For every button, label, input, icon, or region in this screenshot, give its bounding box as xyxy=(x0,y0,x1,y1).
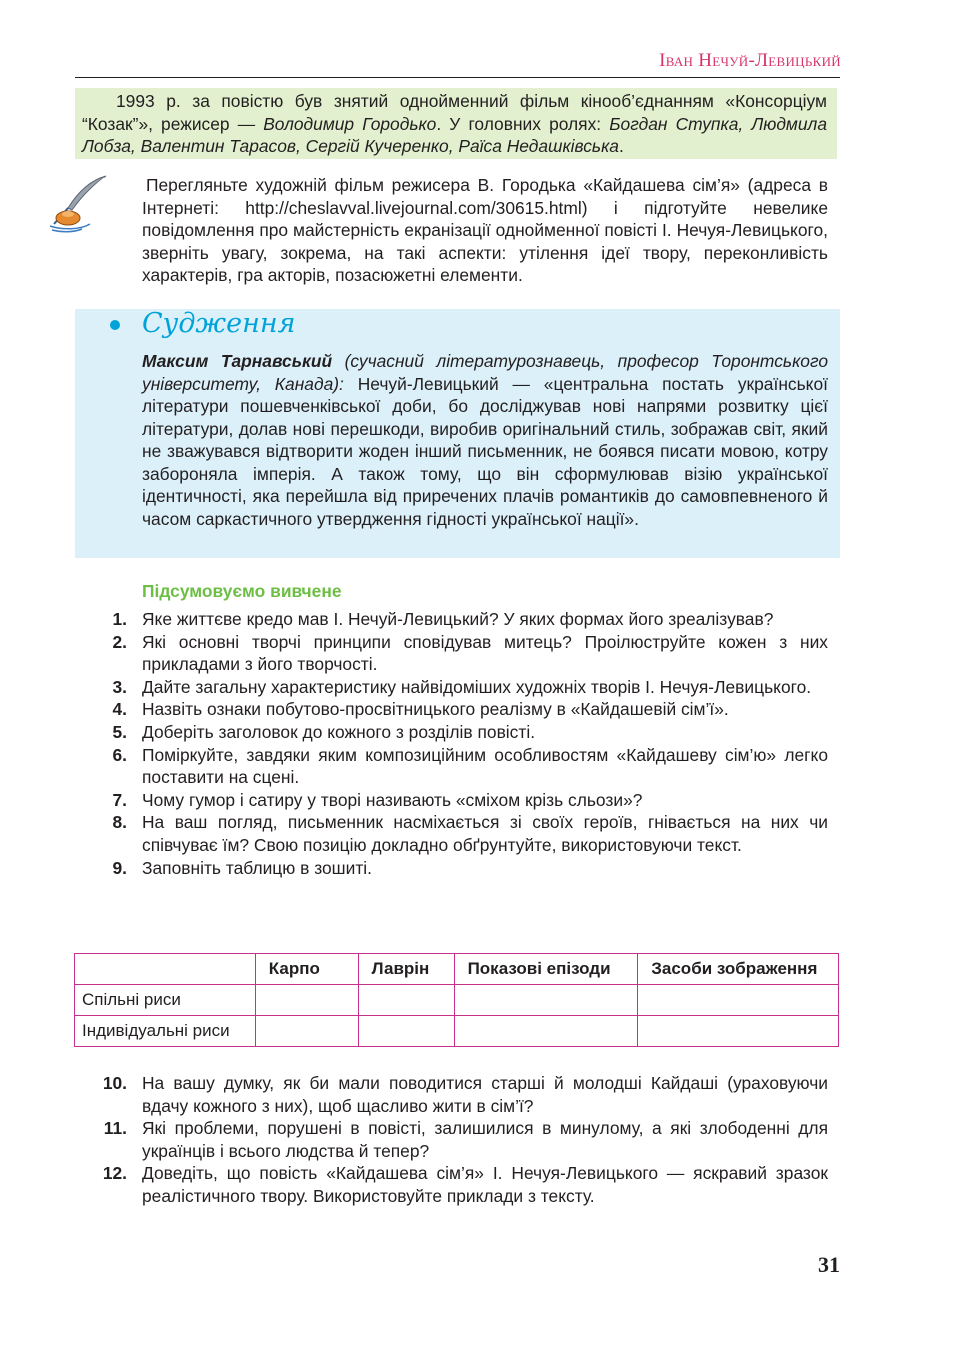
film-cast: Богдан Ступка, Людмила Лобза, Валентин Тарасов, Сергій Кучеренко, Раїса Недашківська xyxy=(82,113,827,156)
film-note-paragraph xyxy=(82,90,827,158)
table-header-cell: Лаврін xyxy=(358,954,454,985)
question-text: На вашу думку, як би мали поводитися старші й молодші Кайдаші (ураховуючи вдачу кожного з них), щоб щасливо жити в сім’ї? xyxy=(142,1073,828,1116)
table-cell xyxy=(454,1016,638,1047)
question-text: Доведіть, що повість «Кайдашева сім’я» І. Нечуя-Левицького — яскравий зразок реалістичного твору. Використовуйте приклади з тексту. xyxy=(142,1163,828,1206)
question-number: 1. xyxy=(112,609,127,629)
task-paragraph: Перегляньте художній фільм режисера В. Городька «Кайдашева сім’я» (адреса в Інтернеті: http://cheslavval.livejournal.com/30615.html) і підготуйте невелике повідомлення про майстерність екранізації однойменної повісті І. Нечуя-Левицького, зверніть увагу, зокрема, на такі аспекти: утілення ідеї твору, переконливість характерів, гра акторів, позасюжетні елементи. xyxy=(142,175,828,285)
page-number: 31 xyxy=(818,1252,840,1277)
question-item xyxy=(90,1162,828,1207)
question-item xyxy=(90,811,828,856)
opinion-quote: Нечуй-Левицький — «центральна постать української літератури пошевченківської доби, бо досліджував нові напрями розвитку цієї літератури, долав нові перешкоди, виробив оригінальний стиль, зображав світ, який не зважувався відтворити жоден інший письменник, не боявся писати мовою, котру забороняла імперія. А також тому, що він сформулював візію української ідентичності, яка перейшла від приречених плачів романтиків до самовпевненого й часом саркастичного утвердження гідності української нації». xyxy=(142,373,828,529)
question-text: Доберіть заголовок до кожного з розділів повісті. xyxy=(142,721,536,742)
film-note-text-1: 1993 р. за повістю був знятий однойменний фільм кінооб’єднанням «Консорціум “Козак”», режисер — xyxy=(82,91,827,134)
task-text xyxy=(142,174,828,287)
question-number: 8. xyxy=(112,812,127,833)
question-item xyxy=(90,1072,828,1117)
running-header: Іван Нечуй-Левицький xyxy=(659,50,841,71)
table-header-cell: Карпо xyxy=(255,954,358,985)
question-number: 10. xyxy=(102,1073,127,1093)
quill-inkwell-icon xyxy=(46,172,112,234)
question-text: Яке життєве кредо мав І. Нечуй-Левицький? У яких формах його зреалізував? xyxy=(142,609,774,629)
table-cell xyxy=(358,985,454,1016)
question-number: 11. xyxy=(103,1118,127,1139)
table-row-label: Індивідуальні риси xyxy=(75,1016,256,1047)
film-director: Володимир Городько xyxy=(263,113,437,134)
question-item xyxy=(90,698,828,721)
table-cell xyxy=(255,985,358,1016)
table-cell xyxy=(358,1016,454,1047)
question-text: Чому гумор і сатиру у творі називають «сміхом крізь сльози»? xyxy=(142,789,643,810)
question-number: 12. xyxy=(102,1163,127,1184)
question-item xyxy=(90,857,828,880)
summary-heading: Підсумовуємо вивчене xyxy=(142,581,342,601)
table-row xyxy=(75,1016,839,1047)
table-cell xyxy=(638,985,839,1016)
table-header-cell xyxy=(75,954,256,985)
film-note-text-2: . У головних ролях: xyxy=(436,113,610,134)
question-item xyxy=(90,608,828,631)
question-list xyxy=(90,608,828,879)
question-item xyxy=(90,721,828,744)
table-header-cell: Засоби зображення xyxy=(638,954,839,985)
question-number: 5. xyxy=(112,721,127,742)
question-text: Поміркуйте, завдяки яким композиційним особливостям «Кайдашеву сім’ю» легко поставити на сцені. xyxy=(142,744,828,788)
question-number: 7. xyxy=(112,789,127,810)
film-note-text-3: . xyxy=(618,136,624,156)
question-text: Назвіть ознаки побутово-просвітницького реалізму в «Кайдашевій сім’ї». xyxy=(142,699,729,720)
film-note xyxy=(75,88,837,159)
table-cell xyxy=(638,1016,839,1047)
question-text: Які основні творчі принципи сповідував митець? Проілюструйте кожен з них прикладами з його творчості. xyxy=(142,631,828,675)
question-number: 4. xyxy=(112,699,127,720)
header-rule xyxy=(75,77,840,78)
table-cell xyxy=(255,1016,358,1047)
table-row xyxy=(75,985,839,1016)
table-cell xyxy=(454,985,638,1016)
opinion-heading: Судження xyxy=(142,308,296,339)
table-header-cell: Показові епізоди xyxy=(454,954,638,985)
table-header-row xyxy=(75,954,839,985)
opinion-text xyxy=(142,350,828,530)
question-item xyxy=(90,1117,828,1162)
bullet-icon xyxy=(110,320,120,330)
characters-table xyxy=(74,953,839,1047)
question-text: Заповніть таблицю в зошиті. xyxy=(142,857,372,878)
question-list-continued xyxy=(90,1072,828,1208)
question-text: Дайте загальну характеристику найвідоміших художніх творів І. Нечуя-Левицького. xyxy=(142,676,812,697)
question-text: Які проблеми, порушені в повісті, залишилися в минулому, а які злободенні для українців і всього людства й тепер? xyxy=(142,1118,828,1161)
question-number: 6. xyxy=(112,744,127,765)
question-number: 3. xyxy=(112,676,127,697)
question-item xyxy=(90,744,828,789)
question-item xyxy=(90,631,828,676)
question-number: 2. xyxy=(112,631,127,652)
opinion-author: Максим Тарнавський xyxy=(142,351,333,371)
question-item xyxy=(90,789,828,812)
question-number: 9. xyxy=(112,857,127,878)
opinion-author-note: (сучасний літературознавець, професор Торонтського університету, Канада): xyxy=(142,351,829,394)
table-row-label: Спільні риси xyxy=(75,985,256,1016)
question-text: На ваш погляд, письменник насміхається зі своїх героїв, гнівається на них чи співчуває їм? Свою позицію докладно обґрунтуйте, використовуючи текст. xyxy=(142,812,828,855)
question-item xyxy=(90,676,828,699)
